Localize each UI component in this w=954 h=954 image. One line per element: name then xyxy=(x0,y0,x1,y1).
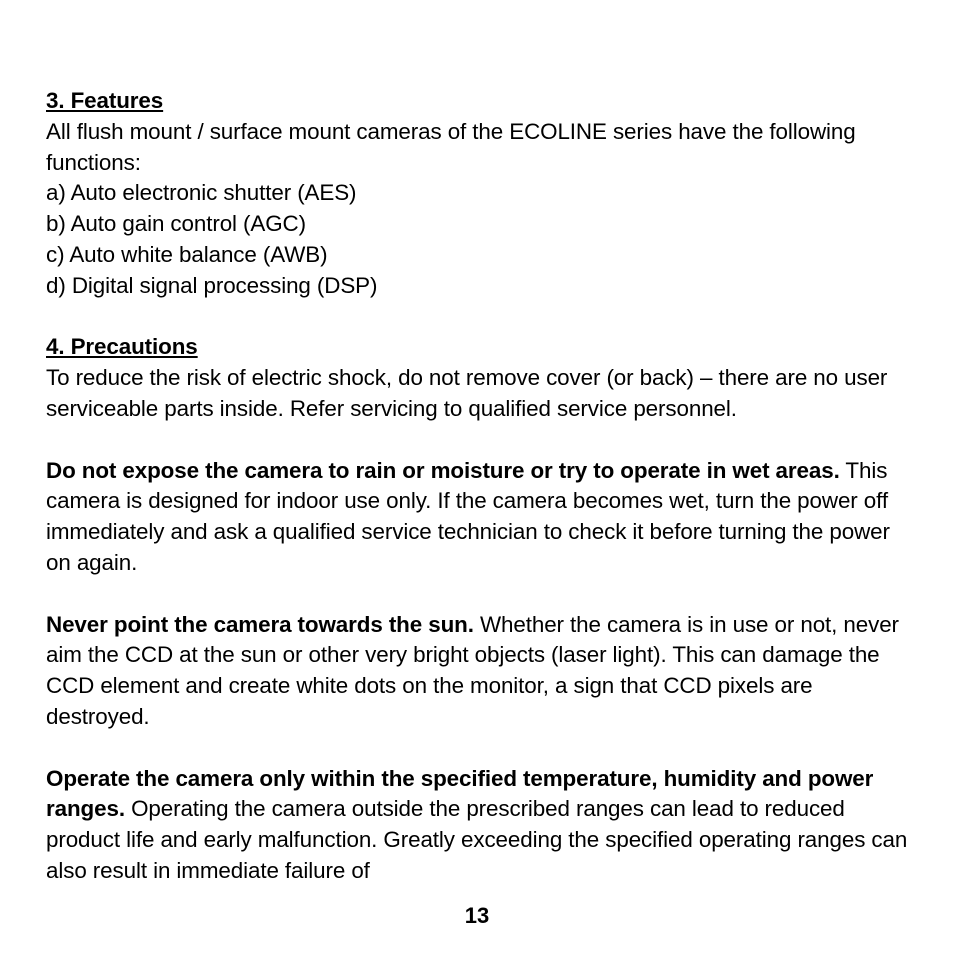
feature-item: b) Auto gain control (AGC) xyxy=(46,211,306,237)
precautions-heading: 4. Precautions xyxy=(46,334,198,360)
spacer xyxy=(46,425,916,456)
features-intro: All flush mount / surface mount cameras of the ECOLINE series have the following functions: xyxy=(46,118,856,175)
precaution-text: This camera is designed for indoor use only. If the camera becomes wet, turn the power off immediately and ask a qualified service technician to check it before turning the power on again. xyxy=(46,457,890,575)
spacer xyxy=(46,579,916,610)
precaution-text: Whether the camera is in use or not, never aim the CCD at the sun or other very bright objects (laser light). This can damage the CCD element and create white dots on the monitor, a sign that CCD pixels are destroyed. xyxy=(46,611,899,729)
precaution-paragraph-sun xyxy=(46,610,916,733)
precaution-warning: Operate the camera only within the specified temperature, humidity and power ranges. xyxy=(46,765,874,822)
page-number: 13 xyxy=(464,903,490,928)
feature-item: c) Auto white balance (AWB) xyxy=(46,241,328,267)
precaution-paragraph-moisture xyxy=(46,456,916,579)
features-heading: 3. Features xyxy=(46,88,164,113)
spacer xyxy=(46,733,916,764)
manual-page xyxy=(46,86,916,887)
feature-item: a) Auto electronic shutter (AES) xyxy=(46,180,357,206)
feature-item: d) Digital signal processing (DSP) xyxy=(46,272,378,298)
precaution-warning: Never point the camera towards the sun. xyxy=(46,611,474,637)
precaution-paragraph-ranges xyxy=(46,764,916,887)
spacer xyxy=(46,302,916,333)
precautions-intro: To reduce the risk of electric shock, do not remove cover (or back) – there are no user serviceable parts inside. Refer servicing to qualified service personnel. xyxy=(46,365,888,421)
precaution-warning: Do not expose the camera to rain or moisture or try to operate in wet areas. xyxy=(46,457,840,483)
precaution-text: Operating the camera outside the prescribed ranges can lead to reduced product life and early malfunction. Greatly exceeding the specified operating ranges can also result in immediate failure of xyxy=(46,796,908,883)
